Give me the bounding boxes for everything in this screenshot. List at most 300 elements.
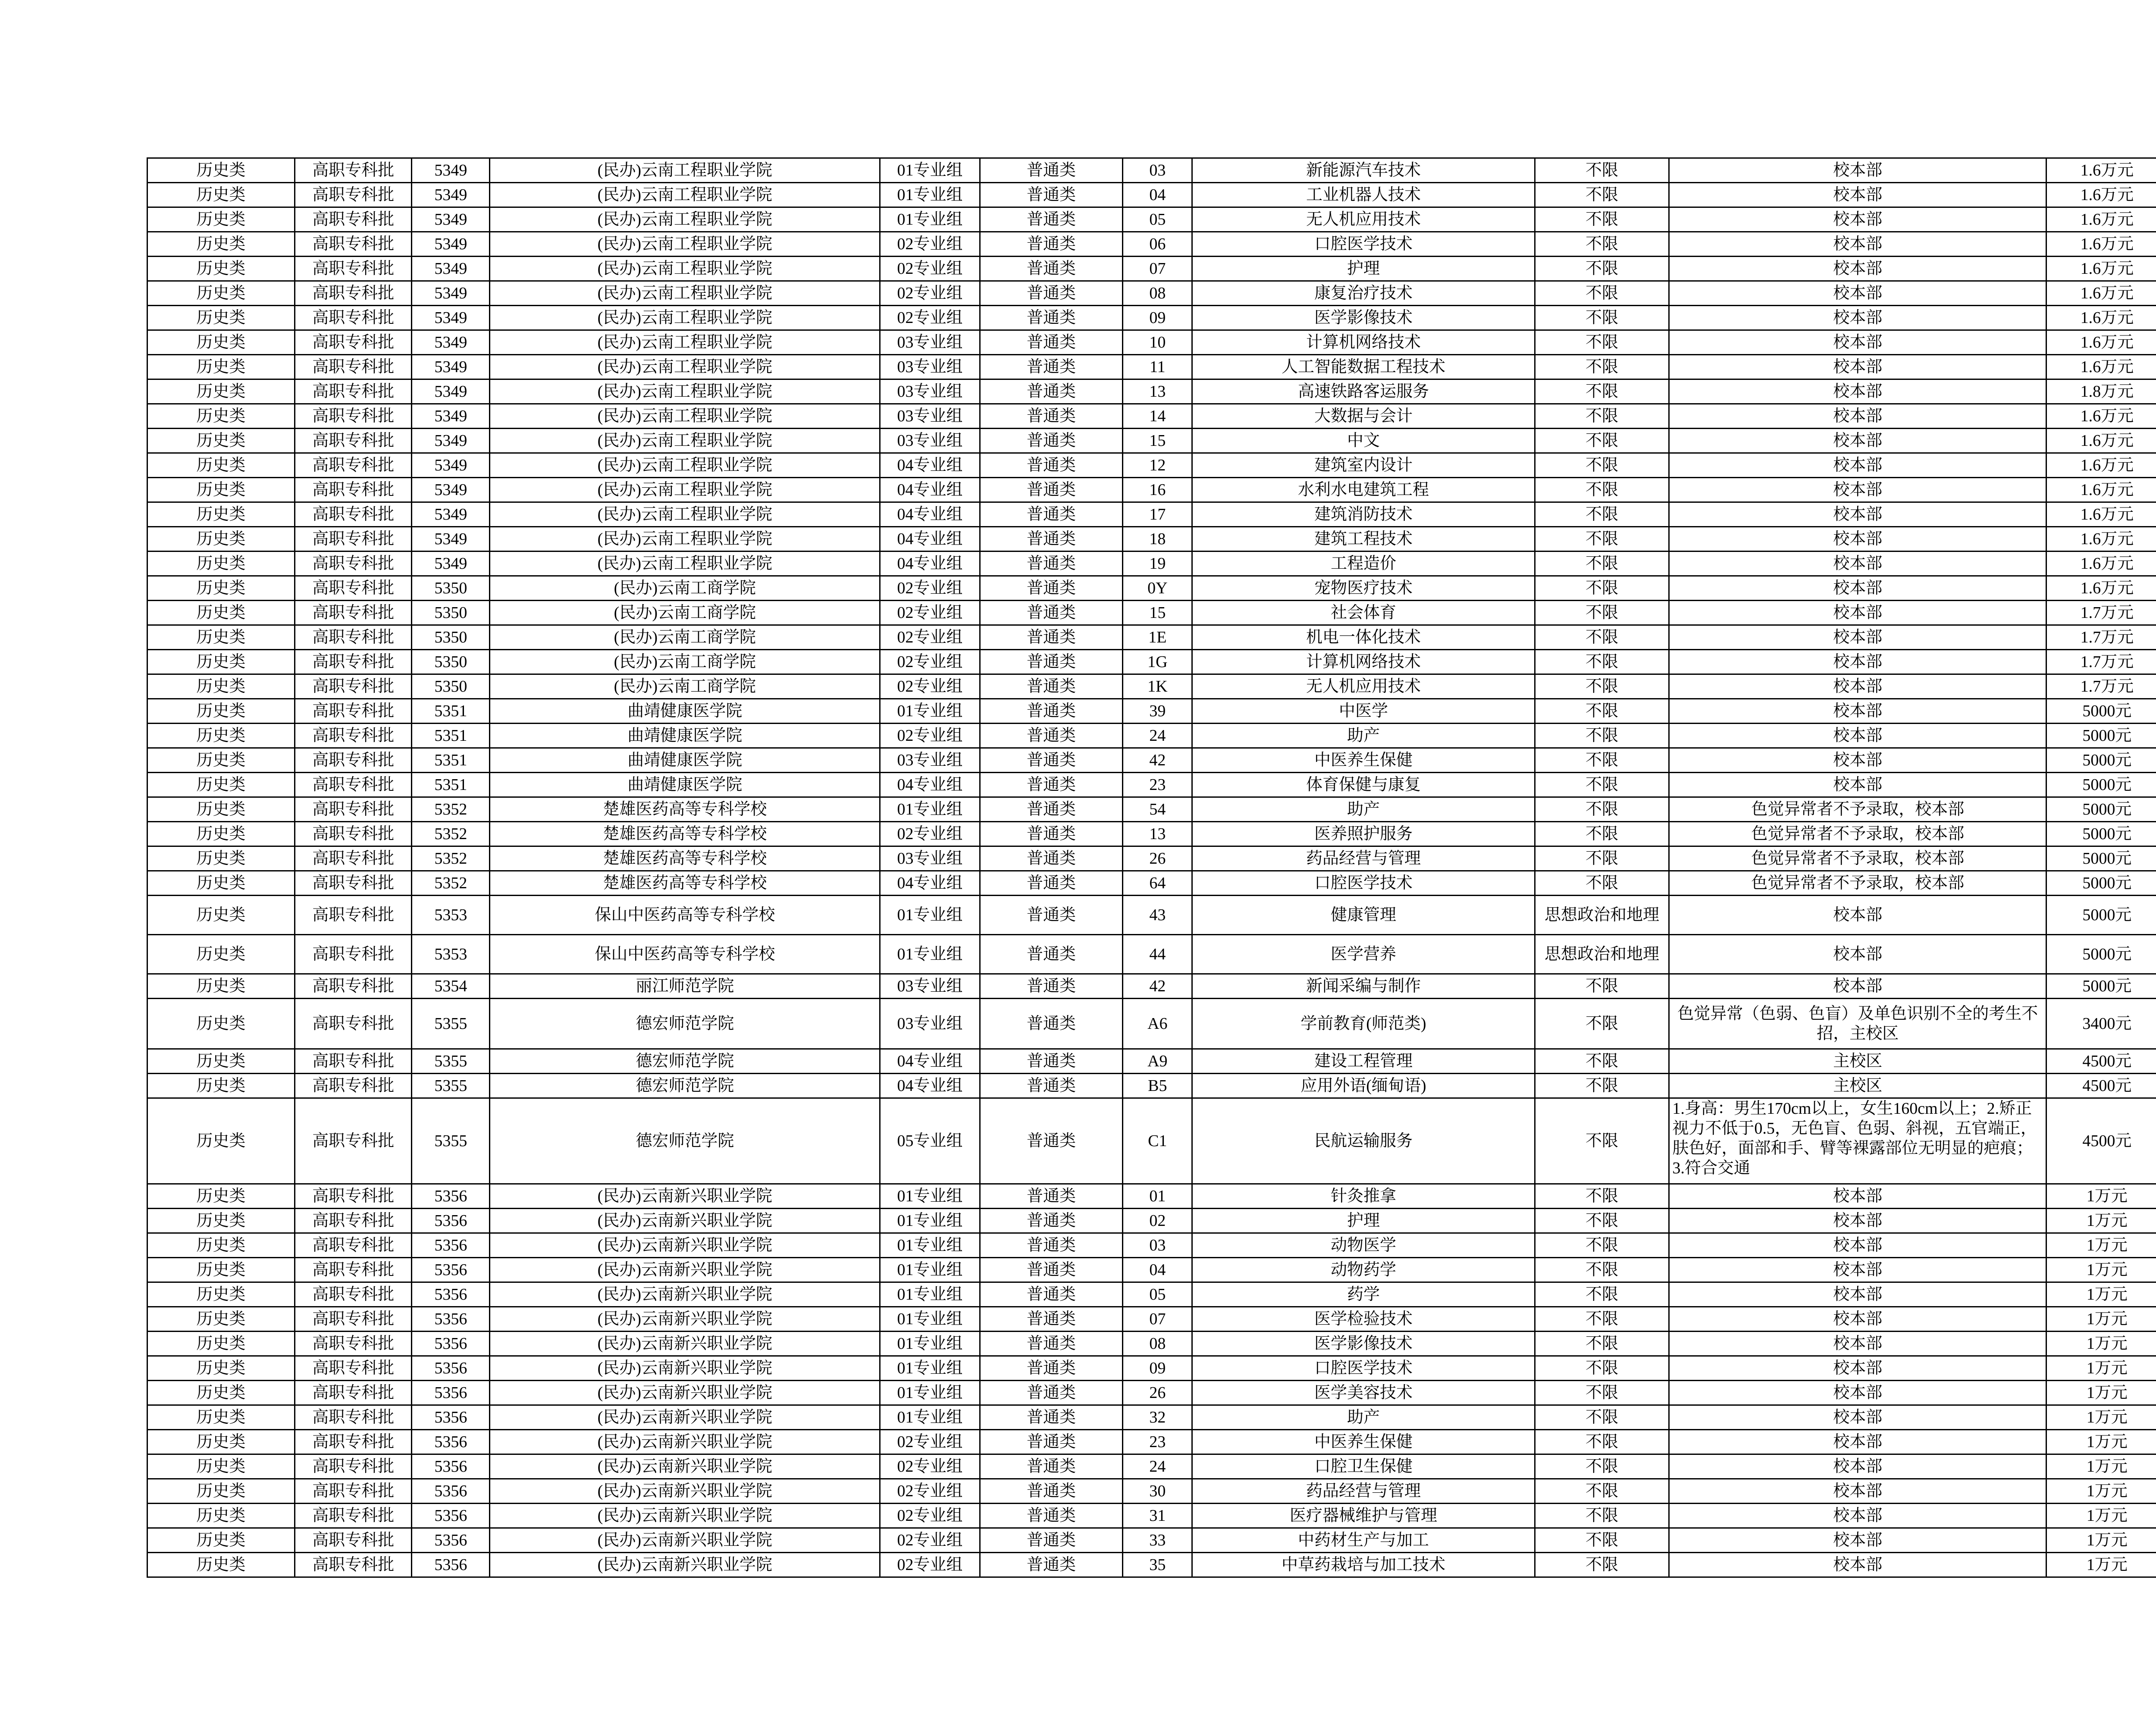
cell-major-name: 高速铁路客运服务 xyxy=(1192,379,1535,404)
cell-enroll-type: 普通类 xyxy=(980,773,1123,797)
table-row xyxy=(147,1405,2156,1430)
cell-enroll-type: 普通类 xyxy=(980,379,1123,404)
cell-category: 历史类 xyxy=(147,527,295,552)
cell-tuition: 5000元 xyxy=(2046,846,2156,871)
table-row xyxy=(147,625,2156,650)
cell-school-name: (民办)云南工程职业学院 xyxy=(490,330,880,355)
cell-school-code: 5353 xyxy=(412,896,490,935)
table-row xyxy=(147,1430,2156,1454)
cell-school-name: 丽江师范学院 xyxy=(490,974,880,999)
table-row xyxy=(147,330,2156,355)
cell-batch: 高职专科批 xyxy=(295,453,411,478)
cell-category: 历史类 xyxy=(147,330,295,355)
cell-enroll-type: 普通类 xyxy=(980,1381,1123,1405)
cell-category: 历史类 xyxy=(147,257,295,281)
cell-major-code: 07 xyxy=(1123,1307,1192,1332)
cell-school-name: (民办)云南工商学院 xyxy=(490,601,880,625)
cell-major-name: 中药材生产与加工 xyxy=(1192,1528,1535,1553)
cell-enroll-type: 普通类 xyxy=(980,404,1123,429)
cell-major-group: 02专业组 xyxy=(880,257,980,281)
cell-school-code: 5350 xyxy=(412,576,490,601)
cell-major-name: 计算机网络技术 xyxy=(1192,330,1535,355)
cell-school-code: 5355 xyxy=(412,1074,490,1098)
cell-remark: 校本部 xyxy=(1669,527,2046,552)
cell-major-code: 64 xyxy=(1123,871,1192,896)
cell-category: 历史类 xyxy=(147,896,295,935)
cell-major-code: 01 xyxy=(1123,1184,1192,1209)
cell-major-group: 01专业组 xyxy=(880,1381,980,1405)
table-row xyxy=(147,797,2156,822)
cell-school-code: 5351 xyxy=(412,773,490,797)
cell-enroll-type: 普通类 xyxy=(980,207,1123,232)
cell-school-code: 5352 xyxy=(412,871,490,896)
cell-enroll-type: 普通类 xyxy=(980,871,1123,896)
cell-batch: 高职专科批 xyxy=(295,650,411,674)
cell-major-group: 03专业组 xyxy=(880,404,980,429)
cell-subject-req: 不限 xyxy=(1535,999,1669,1049)
table-row xyxy=(147,502,2156,527)
cell-major-code: 31 xyxy=(1123,1504,1192,1528)
table-row xyxy=(147,999,2156,1049)
table-row xyxy=(147,1233,2156,1258)
cell-remark: 校本部 xyxy=(1669,1282,2046,1307)
cell-school-name: (民办)云南新兴职业学院 xyxy=(490,1528,880,1553)
cell-batch: 高职专科批 xyxy=(295,232,411,257)
cell-batch: 高职专科批 xyxy=(295,846,411,871)
cell-enroll-type: 普通类 xyxy=(980,1454,1123,1479)
cell-major-name: 无人机应用技术 xyxy=(1192,674,1535,699)
cell-school-name: 德宏师范学院 xyxy=(490,1049,880,1074)
cell-enroll-type: 普通类 xyxy=(980,1184,1123,1209)
cell-major-group: 02专业组 xyxy=(880,625,980,650)
cell-major-code: 07 xyxy=(1123,257,1192,281)
cell-major-group: 02专业组 xyxy=(880,576,980,601)
cell-category: 历史类 xyxy=(147,773,295,797)
cell-category: 历史类 xyxy=(147,1233,295,1258)
cell-category: 历史类 xyxy=(147,576,295,601)
cell-major-group: 03专业组 xyxy=(880,974,980,999)
cell-subject-req: 不限 xyxy=(1535,1307,1669,1332)
cell-major-name: 助产 xyxy=(1192,724,1535,748)
cell-major-name: 学前教育(师范类) xyxy=(1192,999,1535,1049)
cell-major-code: 26 xyxy=(1123,846,1192,871)
table-row xyxy=(147,576,2156,601)
cell-subject-req: 不限 xyxy=(1535,601,1669,625)
cell-school-code: 5356 xyxy=(412,1233,490,1258)
cell-school-code: 5349 xyxy=(412,379,490,404)
cell-school-name: (民办)云南工程职业学院 xyxy=(490,158,880,183)
cell-major-group: 04专业组 xyxy=(880,1049,980,1074)
cell-batch: 高职专科批 xyxy=(295,1258,411,1282)
cell-category: 历史类 xyxy=(147,797,295,822)
cell-school-name: (民办)云南新兴职业学院 xyxy=(490,1233,880,1258)
table-row xyxy=(147,527,2156,552)
cell-tuition: 1.6万元 xyxy=(2046,330,2156,355)
cell-batch: 高职专科批 xyxy=(295,502,411,527)
cell-category: 历史类 xyxy=(147,1258,295,1282)
cell-major-name: 康复治疗技术 xyxy=(1192,281,1535,306)
cell-major-group: 02专业组 xyxy=(880,1504,980,1528)
cell-major-code: 11 xyxy=(1123,355,1192,379)
cell-major-code: 13 xyxy=(1123,822,1192,846)
cell-subject-req: 不限 xyxy=(1535,429,1669,453)
cell-category: 历史类 xyxy=(147,846,295,871)
cell-enroll-type: 普通类 xyxy=(980,1098,1123,1184)
cell-batch: 高职专科批 xyxy=(295,1405,411,1430)
cell-tuition: 1.6万元 xyxy=(2046,306,2156,330)
cell-category: 历史类 xyxy=(147,379,295,404)
cell-major-name: 医学检验技术 xyxy=(1192,1307,1535,1332)
cell-batch: 高职专科批 xyxy=(295,207,411,232)
cell-major-group: 02专业组 xyxy=(880,232,980,257)
cell-school-name: (民办)云南工商学院 xyxy=(490,576,880,601)
cell-subject-req: 不限 xyxy=(1535,871,1669,896)
cell-subject-req: 不限 xyxy=(1535,699,1669,724)
cell-school-name: 曲靖健康医学院 xyxy=(490,699,880,724)
table-row xyxy=(147,748,2156,773)
cell-remark: 校本部 xyxy=(1669,1479,2046,1504)
cell-major-code: 1K xyxy=(1123,674,1192,699)
cell-major-group: 03专业组 xyxy=(880,355,980,379)
cell-major-name: 工程造价 xyxy=(1192,552,1535,576)
cell-batch: 高职专科批 xyxy=(295,699,411,724)
cell-major-name: 中医养生保健 xyxy=(1192,748,1535,773)
cell-major-name: 机电一体化技术 xyxy=(1192,625,1535,650)
cell-batch: 高职专科批 xyxy=(295,1381,411,1405)
cell-major-code: 32 xyxy=(1123,1405,1192,1430)
cell-major-name: 民航运输服务 xyxy=(1192,1098,1535,1184)
cell-remark: 校本部 xyxy=(1669,404,2046,429)
cell-category: 历史类 xyxy=(147,453,295,478)
cell-subject-req: 不限 xyxy=(1535,552,1669,576)
cell-school-code: 5352 xyxy=(412,822,490,846)
cell-remark: 校本部 xyxy=(1669,355,2046,379)
table-row xyxy=(147,1258,2156,1282)
cell-remark: 校本部 xyxy=(1669,1454,2046,1479)
cell-major-name: 新能源汽车技术 xyxy=(1192,158,1535,183)
cell-tuition: 1万元 xyxy=(2046,1504,2156,1528)
cell-category: 历史类 xyxy=(147,1381,295,1405)
cell-enroll-type: 普通类 xyxy=(980,1307,1123,1332)
table-row xyxy=(147,429,2156,453)
cell-enroll-type: 普通类 xyxy=(980,1049,1123,1074)
table-row xyxy=(147,1504,2156,1528)
cell-subject-req: 不限 xyxy=(1535,306,1669,330)
cell-enroll-type: 普通类 xyxy=(980,429,1123,453)
cell-school-name: (民办)云南新兴职业学院 xyxy=(490,1258,880,1282)
cell-major-code: 42 xyxy=(1123,748,1192,773)
cell-enroll-type: 普通类 xyxy=(980,453,1123,478)
cell-batch: 高职专科批 xyxy=(295,404,411,429)
cell-subject-req: 不限 xyxy=(1535,257,1669,281)
cell-major-name: 计算机网络技术 xyxy=(1192,650,1535,674)
cell-school-name: 德宏师范学院 xyxy=(490,1098,880,1184)
cell-school-name: (民办)云南新兴职业学院 xyxy=(490,1553,880,1577)
cell-enroll-type: 普通类 xyxy=(980,797,1123,822)
cell-category: 历史类 xyxy=(147,502,295,527)
cell-batch: 高职专科批 xyxy=(295,183,411,207)
cell-major-group: 03专业组 xyxy=(880,999,980,1049)
cell-school-code: 5356 xyxy=(412,1209,490,1233)
cell-major-name: 建筑工程技术 xyxy=(1192,527,1535,552)
cell-school-code: 5349 xyxy=(412,183,490,207)
cell-school-code: 5353 xyxy=(412,935,490,974)
cell-category: 历史类 xyxy=(147,158,295,183)
cell-enroll-type: 普通类 xyxy=(980,232,1123,257)
cell-category: 历史类 xyxy=(147,999,295,1049)
cell-tuition: 1.6万元 xyxy=(2046,502,2156,527)
cell-major-group: 02专业组 xyxy=(880,650,980,674)
cell-tuition: 5000元 xyxy=(2046,699,2156,724)
cell-category: 历史类 xyxy=(147,1528,295,1553)
cell-major-code: 42 xyxy=(1123,974,1192,999)
cell-major-code: 23 xyxy=(1123,1430,1192,1454)
cell-school-code: 5356 xyxy=(412,1356,490,1381)
cell-major-code: 1G xyxy=(1123,650,1192,674)
cell-major-group: 02专业组 xyxy=(880,1528,980,1553)
cell-category: 历史类 xyxy=(147,625,295,650)
cell-school-code: 5356 xyxy=(412,1454,490,1479)
cell-category: 历史类 xyxy=(147,935,295,974)
cell-major-group: 01专业组 xyxy=(880,1258,980,1282)
cell-school-name: 德宏师范学院 xyxy=(490,1074,880,1098)
cell-tuition: 1万元 xyxy=(2046,1282,2156,1307)
cell-school-name: (民办)云南工商学院 xyxy=(490,625,880,650)
cell-subject-req: 不限 xyxy=(1535,281,1669,306)
cell-remark: 校本部 xyxy=(1669,158,2046,183)
table-row xyxy=(147,1479,2156,1504)
cell-tuition: 1.7万元 xyxy=(2046,674,2156,699)
cell-major-name: 应用外语(缅甸语) xyxy=(1192,1074,1535,1098)
cell-major-name: 针灸推拿 xyxy=(1192,1184,1535,1209)
cell-remark: 校本部 xyxy=(1669,183,2046,207)
cell-subject-req: 不限 xyxy=(1535,773,1669,797)
cell-major-name: 口腔卫生保健 xyxy=(1192,1454,1535,1479)
cell-major-code: 15 xyxy=(1123,429,1192,453)
cell-subject-req: 不限 xyxy=(1535,846,1669,871)
cell-tuition: 4500元 xyxy=(2046,1074,2156,1098)
cell-school-name: (民办)云南工程职业学院 xyxy=(490,183,880,207)
cell-enroll-type: 普通类 xyxy=(980,576,1123,601)
cell-remark: 校本部 xyxy=(1669,773,2046,797)
cell-batch: 高职专科批 xyxy=(295,1356,411,1381)
cell-major-code: 16 xyxy=(1123,478,1192,502)
cell-school-code: 5349 xyxy=(412,207,490,232)
cell-school-name: (民办)云南工程职业学院 xyxy=(490,478,880,502)
cell-enroll-type: 普通类 xyxy=(980,502,1123,527)
cell-school-code: 5349 xyxy=(412,502,490,527)
table-row xyxy=(147,974,2156,999)
cell-tuition: 1.6万元 xyxy=(2046,527,2156,552)
cell-major-group: 02专业组 xyxy=(880,1430,980,1454)
cell-enroll-type: 普通类 xyxy=(980,1209,1123,1233)
cell-enroll-type: 普通类 xyxy=(980,306,1123,330)
cell-subject-req: 不限 xyxy=(1535,183,1669,207)
cell-remark: 色觉异常者不予录取，校本部 xyxy=(1669,797,2046,822)
cell-school-name: (民办)云南工程职业学院 xyxy=(490,502,880,527)
admission-plan-table xyxy=(147,157,2156,1578)
cell-major-name: 中医养生保健 xyxy=(1192,1430,1535,1454)
cell-major-group: 04专业组 xyxy=(880,871,980,896)
cell-category: 历史类 xyxy=(147,281,295,306)
cell-remark: 校本部 xyxy=(1669,306,2046,330)
cell-major-name: 助产 xyxy=(1192,797,1535,822)
cell-major-group: 04专业组 xyxy=(880,478,980,502)
cell-subject-req: 不限 xyxy=(1535,502,1669,527)
cell-subject-req: 不限 xyxy=(1535,1504,1669,1528)
cell-remark: 色觉异常者不予录取，校本部 xyxy=(1669,871,2046,896)
cell-major-group: 02专业组 xyxy=(880,1553,980,1577)
cell-remark: 校本部 xyxy=(1669,748,2046,773)
cell-batch: 高职专科批 xyxy=(295,355,411,379)
cell-major-code: A6 xyxy=(1123,999,1192,1049)
cell-remark: 校本部 xyxy=(1669,207,2046,232)
cell-enroll-type: 普通类 xyxy=(980,748,1123,773)
cell-category: 历史类 xyxy=(147,306,295,330)
cell-school-name: (民办)云南新兴职业学院 xyxy=(490,1430,880,1454)
cell-subject-req: 不限 xyxy=(1535,1184,1669,1209)
cell-subject-req: 不限 xyxy=(1535,330,1669,355)
cell-school-name: 曲靖健康医学院 xyxy=(490,748,880,773)
cell-major-code: 09 xyxy=(1123,306,1192,330)
cell-category: 历史类 xyxy=(147,1332,295,1356)
cell-batch: 高职专科批 xyxy=(295,601,411,625)
cell-enroll-type: 普通类 xyxy=(980,699,1123,724)
cell-remark: 校本部 xyxy=(1669,674,2046,699)
table-row xyxy=(147,1553,2156,1577)
cell-tuition: 1.6万元 xyxy=(2046,552,2156,576)
cell-major-group: 04专业组 xyxy=(880,1074,980,1098)
cell-enroll-type: 普通类 xyxy=(980,1405,1123,1430)
cell-major-code: 30 xyxy=(1123,1479,1192,1504)
cell-major-name: 口腔医学技术 xyxy=(1192,1356,1535,1381)
cell-major-code: 08 xyxy=(1123,281,1192,306)
table-row xyxy=(147,1209,2156,1233)
cell-subject-req: 不限 xyxy=(1535,1381,1669,1405)
cell-remark: 校本部 xyxy=(1669,1332,2046,1356)
cell-major-group: 03专业组 xyxy=(880,330,980,355)
cell-subject-req: 不限 xyxy=(1535,1528,1669,1553)
cell-school-code: 5356 xyxy=(412,1184,490,1209)
table-row xyxy=(147,674,2156,699)
cell-batch: 高职专科批 xyxy=(295,625,411,650)
cell-tuition: 1万元 xyxy=(2046,1233,2156,1258)
cell-tuition: 1万元 xyxy=(2046,1356,2156,1381)
cell-school-name: (民办)云南工商学院 xyxy=(490,674,880,699)
cell-school-name: (民办)云南新兴职业学院 xyxy=(490,1332,880,1356)
table-row xyxy=(147,453,2156,478)
cell-enroll-type: 普通类 xyxy=(980,1479,1123,1504)
cell-school-code: 5350 xyxy=(412,625,490,650)
cell-school-name: (民办)云南工程职业学院 xyxy=(490,429,880,453)
cell-batch: 高职专科批 xyxy=(295,871,411,896)
cell-category: 历史类 xyxy=(147,974,295,999)
cell-category: 历史类 xyxy=(147,355,295,379)
table-row xyxy=(147,935,2156,974)
cell-batch: 高职专科批 xyxy=(295,527,411,552)
cell-school-code: 5354 xyxy=(412,974,490,999)
cell-major-name: 药学 xyxy=(1192,1282,1535,1307)
cell-school-code: 5352 xyxy=(412,797,490,822)
table-row xyxy=(147,379,2156,404)
cell-school-code: 5349 xyxy=(412,232,490,257)
cell-school-name: (民办)云南工商学院 xyxy=(490,650,880,674)
cell-school-name: (民办)云南工程职业学院 xyxy=(490,232,880,257)
cell-tuition: 1万元 xyxy=(2046,1307,2156,1332)
cell-category: 历史类 xyxy=(147,1098,295,1184)
cell-enroll-type: 普通类 xyxy=(980,330,1123,355)
cell-major-name: 医学影像技术 xyxy=(1192,1332,1535,1356)
cell-school-code: 5349 xyxy=(412,527,490,552)
cell-school-name: (民办)云南工程职业学院 xyxy=(490,552,880,576)
cell-major-code: 19 xyxy=(1123,552,1192,576)
cell-enroll-type: 普通类 xyxy=(980,1528,1123,1553)
cell-batch: 高职专科批 xyxy=(295,999,411,1049)
cell-major-code: 08 xyxy=(1123,1332,1192,1356)
cell-major-code: 18 xyxy=(1123,527,1192,552)
cell-enroll-type: 普通类 xyxy=(980,552,1123,576)
cell-subject-req: 不限 xyxy=(1535,974,1669,999)
cell-remark: 校本部 xyxy=(1669,896,2046,935)
cell-school-code: 5356 xyxy=(412,1282,490,1307)
cell-tuition: 1万元 xyxy=(2046,1454,2156,1479)
cell-category: 历史类 xyxy=(147,871,295,896)
cell-enroll-type: 普通类 xyxy=(980,974,1123,999)
table-row xyxy=(147,552,2156,576)
cell-remark: 主校区 xyxy=(1669,1074,2046,1098)
cell-enroll-type: 普通类 xyxy=(980,281,1123,306)
cell-subject-req: 不限 xyxy=(1535,1405,1669,1430)
cell-major-name: 体育保健与康复 xyxy=(1192,773,1535,797)
cell-remark: 校本部 xyxy=(1669,601,2046,625)
cell-major-group: 01专业组 xyxy=(880,183,980,207)
cell-school-code: 5349 xyxy=(412,453,490,478)
cell-tuition: 3400元 xyxy=(2046,999,2156,1049)
cell-subject-req: 不限 xyxy=(1535,576,1669,601)
cell-school-code: 5355 xyxy=(412,1049,490,1074)
cell-tuition: 1.6万元 xyxy=(2046,404,2156,429)
cell-school-code: 5349 xyxy=(412,158,490,183)
cell-category: 历史类 xyxy=(147,1074,295,1098)
cell-major-group: 02专业组 xyxy=(880,674,980,699)
cell-school-code: 5349 xyxy=(412,429,490,453)
cell-school-name: 楚雄医药高等专科学校 xyxy=(490,871,880,896)
cell-remark: 校本部 xyxy=(1669,1381,2046,1405)
cell-remark: 校本部 xyxy=(1669,974,2046,999)
cell-school-name: (民办)云南工程职业学院 xyxy=(490,306,880,330)
cell-subject-req: 不限 xyxy=(1535,232,1669,257)
cell-tuition: 1万元 xyxy=(2046,1332,2156,1356)
cell-major-group: 04专业组 xyxy=(880,502,980,527)
cell-major-group: 01专业组 xyxy=(880,1356,980,1381)
cell-enroll-type: 普通类 xyxy=(980,355,1123,379)
cell-subject-req: 不限 xyxy=(1535,1098,1669,1184)
cell-remark: 校本部 xyxy=(1669,576,2046,601)
cell-enroll-type: 普通类 xyxy=(980,1282,1123,1307)
cell-tuition: 5000元 xyxy=(2046,822,2156,846)
cell-remark: 校本部 xyxy=(1669,724,2046,748)
cell-major-group: 04专业组 xyxy=(880,527,980,552)
cell-major-group: 02专业组 xyxy=(880,1479,980,1504)
cell-batch: 高职专科批 xyxy=(295,306,411,330)
cell-major-group: 01专业组 xyxy=(880,1405,980,1430)
cell-remark: 校本部 xyxy=(1669,1233,2046,1258)
cell-enroll-type: 普通类 xyxy=(980,1356,1123,1381)
cell-school-code: 5355 xyxy=(412,1098,490,1184)
cell-category: 历史类 xyxy=(147,1430,295,1454)
cell-school-code: 5356 xyxy=(412,1479,490,1504)
cell-major-name: 医疗器械维护与管理 xyxy=(1192,1504,1535,1528)
